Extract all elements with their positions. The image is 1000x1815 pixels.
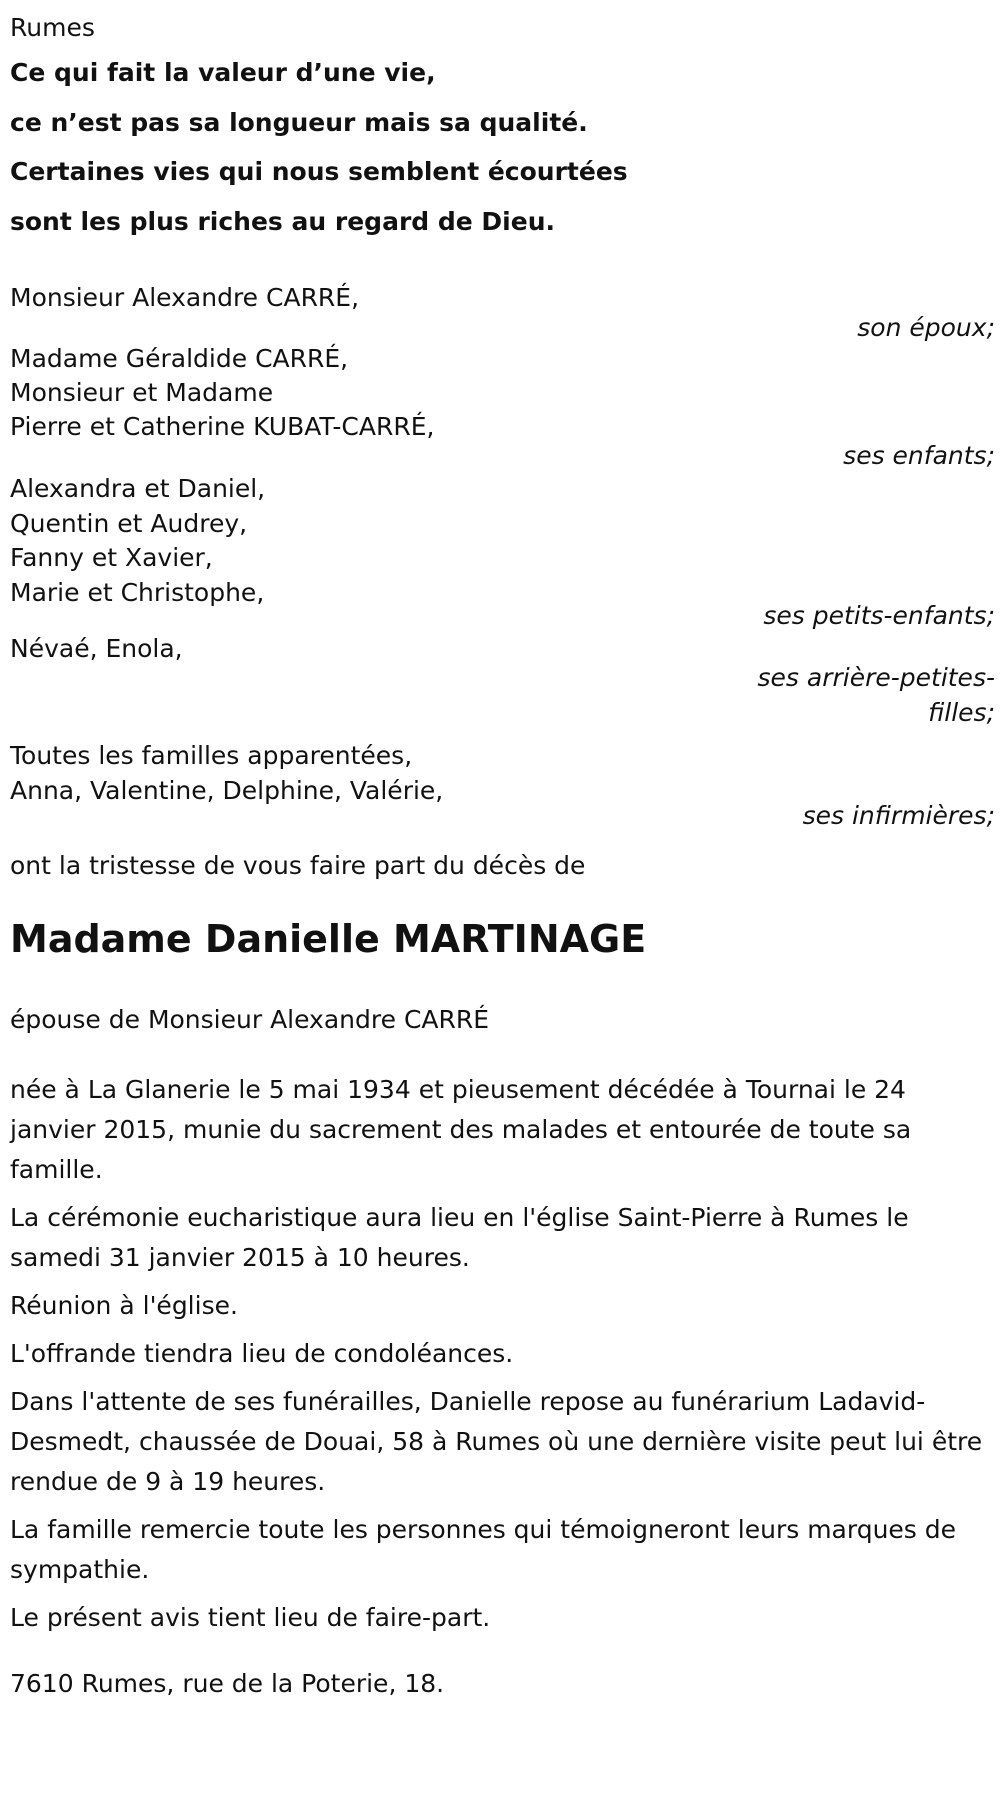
family-role: ses enfants; (843, 441, 995, 470)
address-line: 7610 Rumes, rue de la Poterie, 18. (10, 1669, 445, 1698)
family-group-relatives (10, 738, 995, 836)
family-group-children (10, 342, 995, 476)
poem-line: Certaines vies qui nous semblent écourtées (10, 157, 628, 186)
family-name: Marie et Christophe, (10, 577, 265, 607)
family-role-continued: filles; (928, 698, 995, 727)
family-group-spouse (10, 278, 995, 348)
poem-line: ce n’est pas sa longueur mais sa qualité. (10, 107, 588, 137)
family-name: Fanny et Xavier, (10, 543, 213, 572)
family-name: Anna, Valentine, Delphine, Valérie, (10, 776, 444, 805)
family-role: ses infirmières; (802, 801, 995, 830)
announcement-text: ont la tristesse de vous faire part du décès de (10, 851, 586, 880)
birth-death-paragraph: née à La Glanerie le 5 mai 1934 et pieusement décédée à Tournai le 24 janvier 2015, munie du sacrement des malades et entourée de toute sa famille. (10, 1075, 912, 1184)
family-name: Pierre et Catherine KUBAT-CARRÉ, (10, 412, 435, 441)
family-name: Monsieur et Madame (10, 378, 274, 407)
family-name: Alexandra et Daniel, (10, 474, 266, 503)
family-role: son époux; (857, 313, 995, 342)
poem-block (10, 48, 995, 246)
thanks-paragraph: La famille remercie toute les personnes qui témoigneront leurs marques de sympathie. (10, 1515, 957, 1584)
ceremony-paragraph: La cérémonie eucharistique aura lieu en l'église Saint-Pierre à Rumes le samedi 31 janvier 2015 à 10 heures. (10, 1203, 909, 1272)
notice-paragraph: Le présent avis tient lieu de faire-part. (10, 1603, 491, 1632)
visitation-paragraph: Dans l'attente de ses funérailles, Danielle repose au funérarium Ladavid-Desmedt, chaussée de Douai, 58 à Rumes où une dernière visite peut lui être rendue de 9 à 19 heures. (10, 1387, 983, 1496)
offering-paragraph: L'offrande tiendra lieu de condoléances. (10, 1339, 514, 1368)
family-role: ses petits-enfants; (763, 601, 995, 630)
meeting-paragraph: Réunion à l'église. (10, 1291, 238, 1320)
family-name: Toutes les familles apparentées, (10, 741, 413, 770)
family-name: Quentin et Audrey, (10, 508, 248, 538)
family-role: ses arrière-petites- (757, 663, 995, 692)
poem-line: sont les plus riches au regard de Dieu. (10, 206, 555, 236)
family-name: Madame Géraldide CARRÉ, (10, 344, 349, 373)
family-group-great-grandchildren (10, 632, 995, 730)
family-name: Névaé, Enola, (10, 634, 183, 663)
deceased-name: Madame Danielle MARTINAGE (10, 917, 647, 961)
family-name: Monsieur Alexandre CARRÉ, (10, 283, 360, 312)
spouse-line: épouse de Monsieur Alexandre CARRÉ (10, 1005, 490, 1034)
family-group-grandchildren (10, 472, 995, 636)
poem-line: Ce qui fait la valeur d’une vie, (10, 58, 436, 87)
location-heading: Rumes (10, 13, 95, 42)
